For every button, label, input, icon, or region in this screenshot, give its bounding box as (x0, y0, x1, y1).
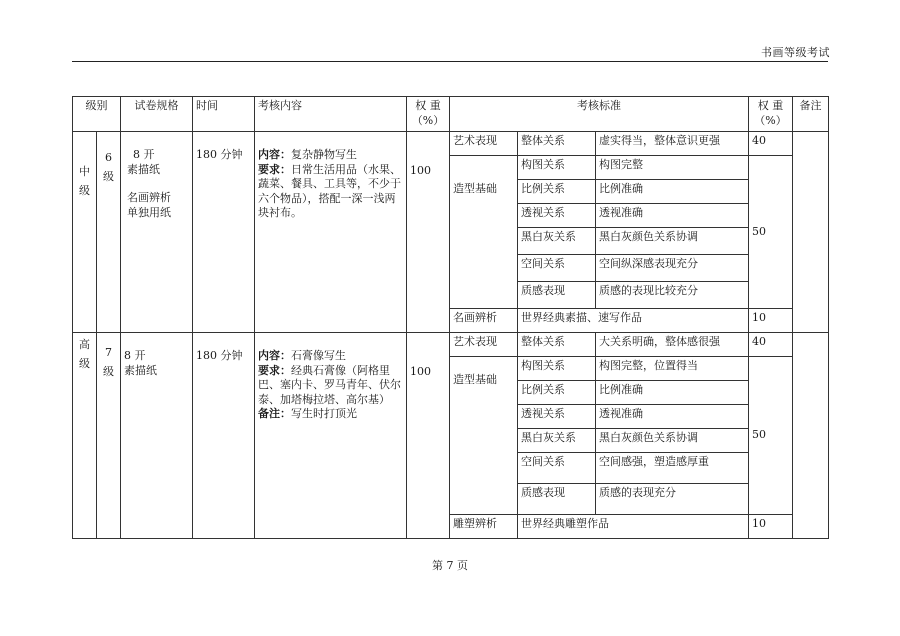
note-cell (793, 333, 829, 539)
header-weight: 权 重（%） (407, 97, 450, 132)
requirement-text: 经典石膏像（阿格里巴、塞内卡、罗马青年、伏尔泰、加塔梅拉塔、高尔基） (258, 363, 401, 406)
criteria-desc: 虚实得当，整体意识更强 (596, 132, 749, 156)
category-cell: 雕塑辨析 (450, 515, 518, 539)
content-cell (255, 333, 407, 539)
exam-standards-table (72, 96, 829, 539)
criteria-desc: 世界经典素描、速写作品 (518, 309, 749, 333)
requirement-text: 日常生活用品（水果、蔬菜、餐具、工具等，不少于六个物品），搭配一深一浅两块衬布。 (258, 162, 401, 219)
spec-line (127, 177, 189, 191)
header-level: 级别 (73, 97, 121, 132)
requirement-label: 要求： (258, 162, 291, 176)
level-number-cell (97, 132, 121, 333)
criteria-desc: 黑白灰颜色关系协调 (596, 429, 749, 453)
table-row (73, 333, 829, 357)
criteria-item: 空间关系 (518, 453, 596, 484)
criteria-item: 黑白灰关系 (518, 228, 596, 255)
criteria-desc: 大关系明确，整体感很强 (596, 333, 749, 357)
page-number: 第 7 页 (432, 559, 468, 572)
criteria-weight: 50 (749, 357, 793, 515)
criteria-item: 质感表现 (518, 282, 596, 309)
spec-line: 单独用纸 (127, 205, 171, 219)
criteria-item: 质感表现 (518, 484, 596, 515)
spec-line: 素描纸 (124, 363, 157, 377)
criteria-item: 透视关系 (518, 405, 596, 429)
level-name-char: 中 (79, 165, 90, 178)
requirement-label: 要求： (258, 363, 291, 377)
criteria-weight: 40 (749, 132, 793, 156)
criteria-desc: 比例准确 (596, 180, 749, 204)
spec-line: 8 开 (124, 349, 146, 362)
weight-value: 100 (410, 164, 431, 177)
time-cell (193, 132, 255, 333)
criteria-desc: 空间感强，塑造感厚重 (596, 453, 749, 484)
header-content: 考核内容 (255, 97, 407, 132)
document-header-title: 书画等级考试 (761, 46, 830, 59)
level-name-char: 高 (79, 338, 90, 351)
table-row (73, 132, 829, 156)
level-number-suffix: 级 (103, 365, 114, 378)
header-divider (72, 61, 828, 62)
criteria-item: 空间关系 (518, 255, 596, 282)
criteria-desc: 构图完整 (596, 156, 749, 180)
level-number-cell (97, 333, 121, 539)
level-number: 7 (105, 346, 112, 359)
category-cell: 艺术表现 (450, 333, 518, 357)
time-value: 180 分钟 (196, 349, 243, 362)
level-name-cell (73, 132, 97, 333)
criteria-item: 整体关系 (518, 333, 596, 357)
remark-text: 写生时打顶光 (291, 407, 357, 420)
note-cell (793, 132, 829, 333)
criteria-item: 黑白灰关系 (518, 429, 596, 453)
level-number-suffix: 级 (103, 170, 114, 183)
criteria-item: 构图关系 (518, 357, 596, 381)
criteria-weight: 10 (749, 515, 793, 539)
content-text: 石膏像写生 (291, 349, 346, 362)
paper-spec-cell (121, 333, 193, 539)
table-header-row (73, 97, 829, 132)
header-time: 时间 (193, 97, 255, 132)
criteria-weight: 50 (749, 156, 793, 309)
content-text: 复杂静物写生 (291, 148, 357, 161)
category-cell: 艺术表现 (450, 132, 518, 156)
criteria-desc: 比例准确 (596, 381, 749, 405)
criteria-item: 比例关系 (518, 180, 596, 204)
criteria-desc: 透视准确 (596, 405, 749, 429)
weight-cell (407, 333, 450, 539)
header-criteria-weight: 权 重（%） (749, 97, 793, 132)
criteria-weight: 40 (749, 333, 793, 357)
spec-line: 素描纸 (127, 162, 160, 176)
criteria-desc: 世界经典雕塑作品 (518, 515, 749, 539)
level-name-cell (73, 333, 97, 539)
spec-line: 名画辨析 (127, 191, 171, 204)
criteria-item: 构图关系 (518, 156, 596, 180)
category-cell (450, 357, 518, 515)
category-label: 造型基础 (453, 373, 497, 386)
time-cell (193, 333, 255, 539)
level-name-char: 级 (79, 184, 90, 197)
criteria-desc: 黑白灰颜色关系协调 (596, 228, 749, 255)
remark-label: 备注： (258, 407, 291, 420)
criteria-desc: 空间纵深感表现充分 (596, 255, 749, 282)
time-value: 180 分钟 (196, 148, 243, 161)
criteria-desc: 质感的表现比较充分 (596, 282, 749, 309)
level-number: 6 (105, 151, 112, 164)
category-cell: 名画辨析 (450, 309, 518, 333)
category-cell (450, 156, 518, 309)
header-criteria: 考核标准 (450, 97, 749, 132)
content-cell (255, 132, 407, 333)
criteria-desc: 质感的表现充分 (596, 484, 749, 515)
criteria-desc: 透视准确 (596, 204, 749, 228)
header-note: 备注 (793, 97, 829, 132)
header-spec: 试卷规格 (121, 97, 193, 132)
criteria-desc: 构图完整，位置得当 (596, 357, 749, 381)
content-label: 内容： (258, 148, 291, 161)
criteria-item: 透视关系 (518, 204, 596, 228)
criteria-item: 整体关系 (518, 132, 596, 156)
criteria-weight: 10 (749, 309, 793, 333)
spec-line: 8 开 (133, 148, 155, 161)
weight-cell (407, 132, 450, 333)
weight-value: 100 (410, 365, 431, 378)
paper-spec-cell (121, 132, 193, 333)
level-name-char: 级 (79, 357, 90, 370)
criteria-item: 比例关系 (518, 381, 596, 405)
category-label: 造型基础 (453, 182, 497, 195)
content-label: 内容： (258, 349, 291, 362)
